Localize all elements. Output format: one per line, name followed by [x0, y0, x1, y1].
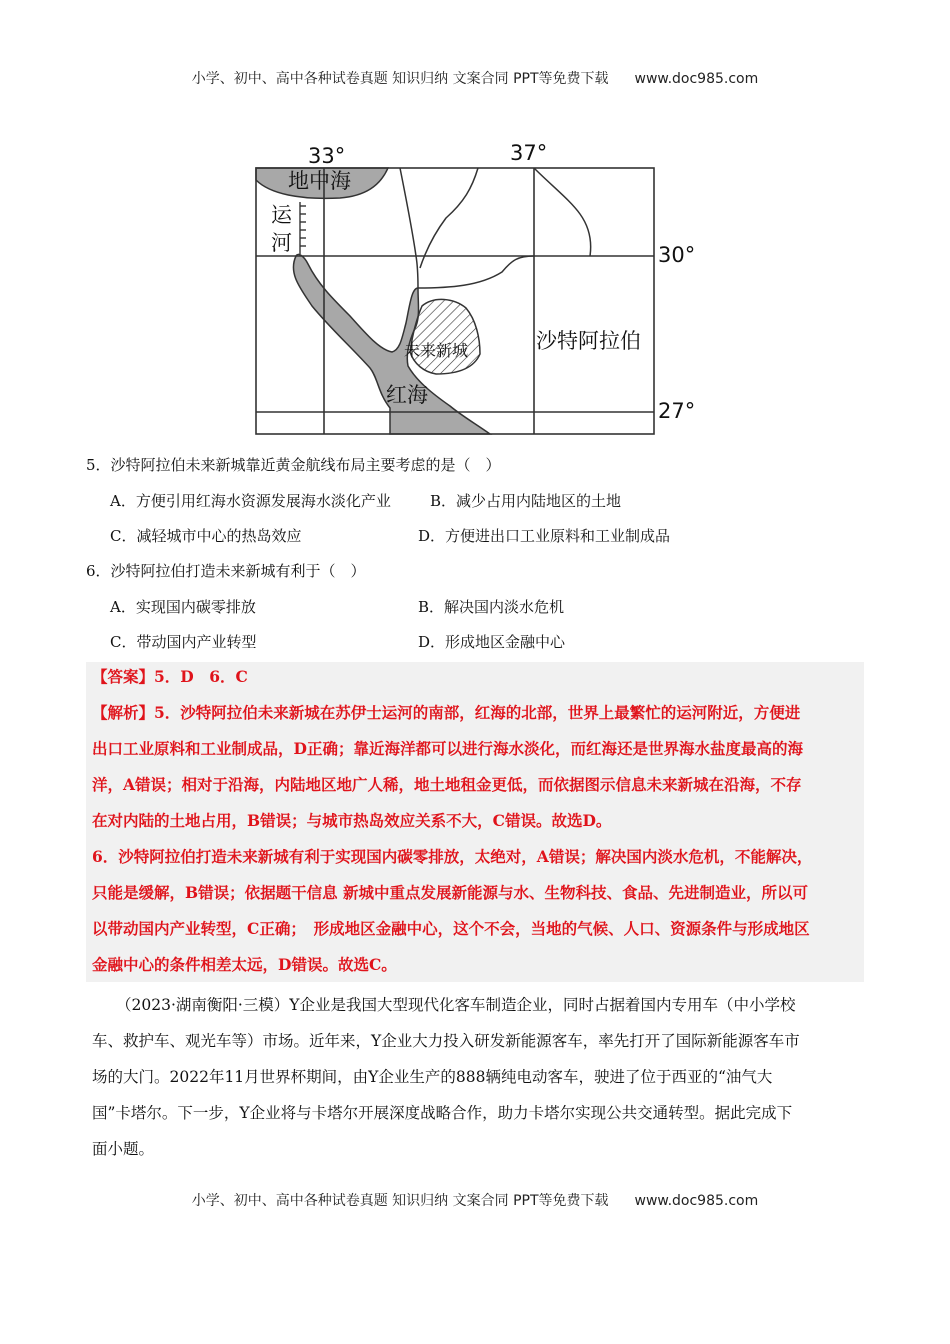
- header-text: 小学、初中、高中各种试卷真题 知识归纳 文案合同 PPT等免费下载: [191, 71, 609, 87]
- passage-line-2: 车、救护车、观光车等）市场。近年来，Y企业大力投入研发新能源客车，率先打开了国际新能源客车市: [92, 1032, 800, 1050]
- passage-line-3: 场的大门。2022年11月世界杯期间，由Y企业生产的888辆纯电动客车，驶进了位于西亚的“油气大: [92, 1068, 773, 1086]
- explanation-5-line-2: 出口工业原料和工业制成品，D正确；靠近海洋都可以进行海水淡化，而红海还是世界海水盐度最高的海: [92, 739, 803, 758]
- lat-label-30: 30°: [658, 243, 696, 267]
- suez-canal: [300, 202, 306, 254]
- mediterranean-label: 地中海: [288, 169, 351, 193]
- q6-option-a: A．实现国内碳零排放: [110, 598, 256, 616]
- border-line-3: [418, 256, 534, 288]
- page-footer: [0, 1190, 950, 1210]
- q5-option-d: D．方便进出口工业原料和工业制成品: [418, 527, 671, 545]
- q5-option-a: A．方便引用红海水资源发展海水淡化产业: [110, 492, 391, 510]
- q6-option-c: C．带动国内产业转型: [110, 633, 257, 651]
- footer-site: www.doc985.com: [634, 1193, 759, 1209]
- lon-label-37: 37°: [510, 141, 548, 165]
- footer-text: 小学、初中、高中各种试卷真题 知识归纳 文案合同 PPT等免费下载: [191, 1193, 609, 1209]
- canal-label-2: 河: [271, 231, 292, 255]
- page-header: [0, 68, 950, 88]
- passage-line-5: 面小题。: [92, 1140, 155, 1158]
- canal-label-1: 运: [271, 203, 292, 227]
- question-5-stem: 5．沙特阿拉伯未来新城靠近黄金航线布局主要考虑的是（ ）: [86, 456, 501, 474]
- answer-key: 【答案】5．D 6．C: [92, 667, 248, 686]
- q5-option-c: C．减轻城市中心的热岛效应: [110, 527, 302, 545]
- q6-option-d: D．形成地区金融中心: [418, 633, 566, 651]
- red-sea-label: 红海: [386, 383, 428, 407]
- new-city-label: 未来新城: [404, 341, 469, 360]
- new-city-zone: [410, 299, 480, 374]
- lat-label-27: 27°: [658, 399, 696, 423]
- border-line-1: [400, 168, 418, 288]
- passage-line-1: （2023·湖南衡阳·三模）Y企业是我国大型现代化客车制造企业，同时占据着国内专用车（中小学校: [116, 996, 796, 1014]
- explanation-6-line-3: 以带动国内产业转型，C正确； 形成地区金融中心，这个不会，当地的气候、人口、资源条件与形成地区: [92, 919, 810, 938]
- q6-option-b: B．解决国内淡水危机: [418, 598, 565, 616]
- border-line-2: [420, 168, 478, 268]
- saudi-label: 沙特阿拉伯: [536, 329, 641, 353]
- red-sea-map: [240, 138, 710, 438]
- header-site: www.doc985.com: [634, 71, 759, 87]
- border-line-4: [534, 168, 591, 256]
- q5-option-b: B．减少占用内陆地区的土地: [430, 492, 622, 510]
- lon-label-33: 33°: [308, 144, 346, 168]
- explanation-5-line-4: 在对内陆的土地占用，B错误；与城市热岛效应关系不大，C错误。故选D。: [92, 811, 612, 830]
- explanation-5-line-1: 【解析】5．沙特阿拉伯未来新城在苏伊士运河的南部，红海的北部，世界上最繁忙的运河附近，方便进: [92, 703, 801, 722]
- explanation-6-line-1: 6．沙特阿拉伯打造未来新城有利于实现国内碳零排放，太绝对，A错误；解决国内淡水危机，不能解决，: [92, 847, 813, 866]
- passage-line-4: 国”卡塔尔。下一步，Y企业将与卡塔尔开展深度战略合作，助力卡塔尔实现公共交通转型。据此完成下: [92, 1104, 793, 1122]
- explanation-5-line-3: 洋，A错误；相对于沿海，内陆地区地广人稀，地土地租金更低，而依据图示信息未来新城在沿海，不存: [92, 775, 802, 794]
- explanation-6-line-2: 只能是缓解，B错误；依据题干信息 新城中重点发展新能源与水、生物科技、食品、先进制造业，所以可: [92, 883, 809, 902]
- explanation-6-line-4: 金融中心的条件相差太远，D错误。故选C。: [92, 955, 397, 974]
- question-6-stem: 6．沙特阿拉伯打造未来新城有利于（ ）: [86, 562, 366, 580]
